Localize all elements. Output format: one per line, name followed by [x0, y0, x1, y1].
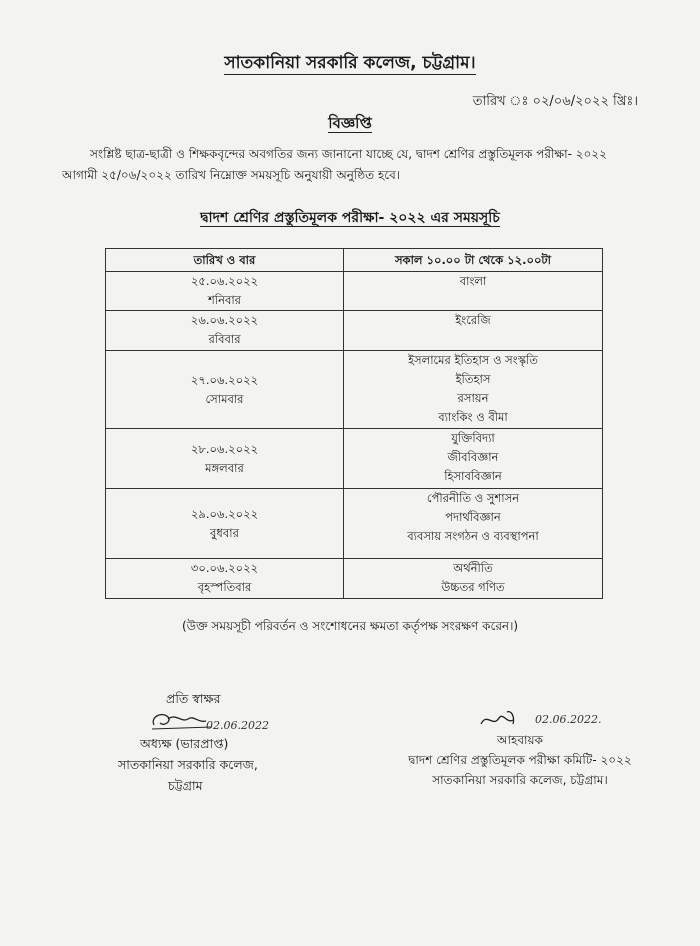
table-row [106, 559, 603, 599]
subject: যুক্তিবিদ্যা [451, 431, 495, 445]
principal-designation: অধ্যক্ষ (ভারপ্রাপ্ত) [140, 736, 229, 751]
exam-day: রবিবার [208, 332, 241, 346]
table-row [106, 272, 603, 311]
schedule-footnote: (উক্ত সময়সূচী পরিবর্তন ও সংশোধনের ক্ষমতা কর্তৃপক্ষ সংরক্ষণ করেন।) [181, 619, 519, 633]
exam-day: বুধবার [210, 525, 239, 540]
subject-cell [344, 272, 603, 311]
principal-signature [148, 709, 348, 733]
table-row [106, 489, 603, 559]
date-cell [106, 429, 344, 489]
subject: ব্যাংকিং ও বীমা [438, 410, 508, 424]
notice-date: তারিখ ঃ ০২/০৬/২০২২ খ্রিঃ। [472, 94, 638, 109]
subject: ইতিহাস [455, 372, 491, 386]
convener-committee: দ্বাদশ শ্রেণির প্রস্তুতিমূলক পরীক্ষা কমিটি- ২০২২ [408, 753, 632, 767]
exam-day: শনিবার [207, 293, 242, 307]
subject: ইংরেজি [455, 313, 491, 327]
notice-line-1: সংশ্লিষ্ট ছাত্র-ছাত্রী ও শিক্ষকবৃন্দের অবগতির জন্য জানানো যাচ্ছে যে, দ্বাদশ শ্রেণির প্রস্তুতিমূলক পরীক্ষা- ২০২২ [90, 147, 607, 161]
table-row [106, 311, 603, 351]
subject: উচ্চতর গণিত [441, 580, 505, 594]
principal-sign-date: 02.06.2022 [206, 719, 269, 732]
convener-signature-block [385, 708, 655, 790]
exam-date: ২৬.০৬.২০২২ [190, 313, 259, 327]
date-cell [106, 351, 344, 429]
date-cell [106, 311, 344, 351]
date-cell [106, 272, 344, 311]
date-cell [106, 559, 344, 599]
table-row [106, 429, 603, 489]
exam-date: ২৮.০৬.২০২২ [190, 441, 259, 456]
notice-line-2: আগামী ২৫/০৬/২০২২ তারিখ নিম্নোক্ত সময়সূচি অনুযায়ী অনুষ্ঠিত হবে। [62, 168, 401, 182]
schedule-table [105, 248, 603, 599]
schedule-header-row [106, 249, 603, 272]
principal-college: সাতকানিয়া সরকারি কলেজ, [118, 757, 258, 772]
subject: হিসাববিজ্ঞান [444, 469, 502, 483]
date-cell [106, 489, 344, 559]
subject-cell [344, 559, 603, 599]
subject: পদার্থবিজ্ঞান [445, 510, 501, 524]
convener-sign-date: 02.06.2022. [535, 713, 602, 726]
subject-cell [344, 311, 603, 351]
subject-cell [344, 489, 603, 559]
subject: ব্যবসায় সংগঠন ও ব্যবস্থাপনা [407, 529, 539, 543]
exam-date: ২৫.০৬.২০২২ [190, 274, 259, 288]
table-row [106, 351, 603, 429]
exam-day: মঙ্গলবার [205, 460, 244, 475]
subject: রসায়ন [457, 391, 489, 405]
subject-cell [344, 429, 603, 489]
exam-day: সোমবার [205, 391, 244, 406]
convener-college: সাতকানিয়া সরকারি কলেজ, চট্টগ্রাম। [432, 773, 608, 787]
countersign-label: প্রতি স্বাক্ষর [166, 691, 221, 706]
principal-place: চট্টগ্রাম [168, 778, 203, 793]
subject: পৌরনীতি ও সুশাসন [426, 491, 520, 505]
exam-date: ৩০.০৬.২০২২ [190, 561, 259, 575]
schedule-title: দ্বাদশ শ্রেণির প্রস্তুতিমূলক পরীক্ষা- ২০২২ এর সময়সূচি [200, 210, 500, 226]
signature-scribble-icon [477, 708, 537, 730]
college-title: সাতকানিয়া সরকারি কলেজ, চট্টগ্রাম। [224, 53, 476, 73]
subject: ইসলামের ইতিহাস ও সংস্কৃতি [408, 353, 538, 367]
exam-date: ২৭.০৬.২০২২ [190, 372, 259, 387]
convener-signature [385, 708, 655, 730]
convener-role: আহবায়ক [497, 733, 543, 747]
notice-heading: বিজ্ঞপ্তি [328, 114, 372, 132]
subject: অর্থনীতি [453, 561, 493, 575]
principal-signature-block [118, 688, 348, 796]
header-time-slot: সকাল ১০.০০ টা থেকে ১২.০০টা [344, 249, 603, 272]
notice-body [62, 144, 672, 186]
exam-date: ২৯.০৬.২০২২ [190, 506, 259, 521]
subject: বাংলা [459, 274, 487, 288]
header-date-day: তারিখ ও বার [106, 249, 344, 272]
subject: জীববিজ্ঞান [447, 450, 499, 464]
subject-cell [344, 351, 603, 429]
exam-day: বৃহস্পতিবার [197, 580, 252, 594]
